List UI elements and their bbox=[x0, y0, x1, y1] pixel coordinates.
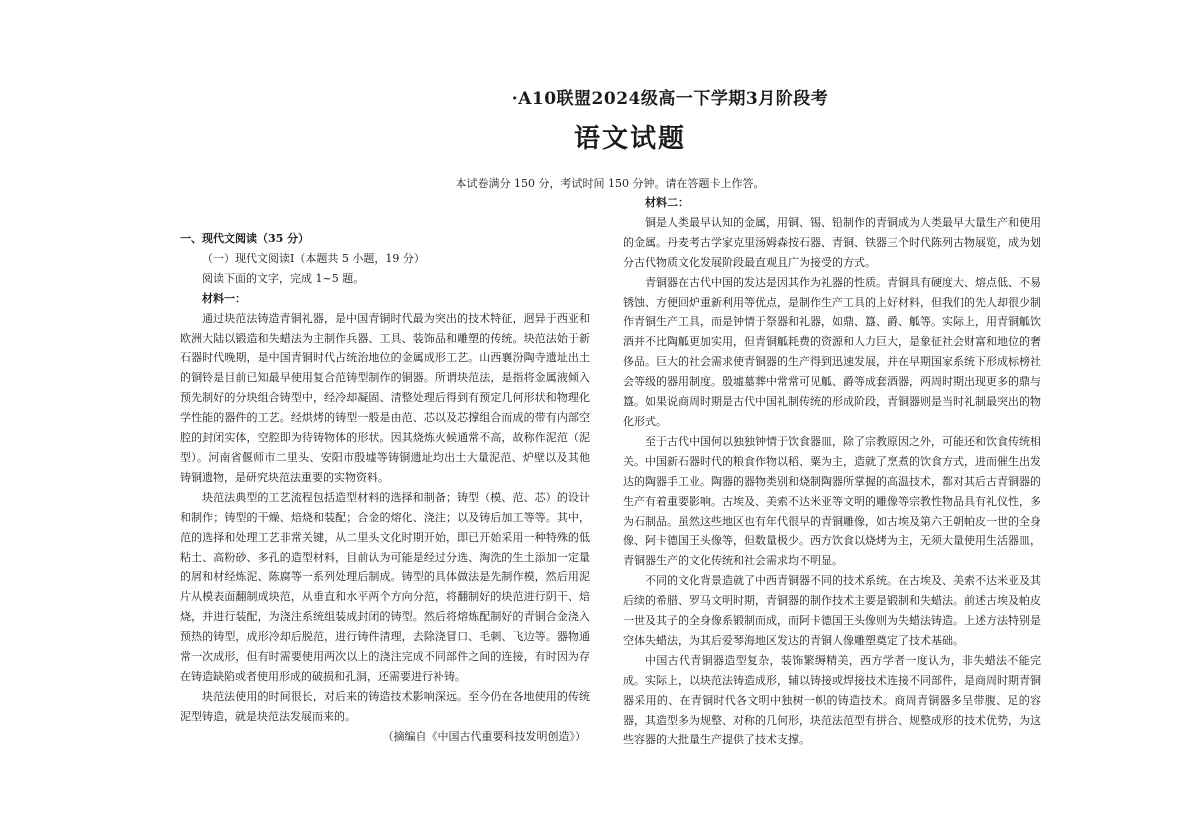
exam-subject-title: 语文试题 bbox=[573, 124, 686, 154]
material-one-paragraph: 块范法典型的工艺流程包括造型材料的选择和制备；铸型（模、范、芯）的设计和制作；铸型的干燥、焙烧和装配；合金的熔化、浇注；以及铸后加工等等。其中，范的选择和处理工艺非常关键，从二里头文化时期开始，即已开始采用一种特殊的低粘土、高粉砂、多孔的造型材料，目前认为可能是经过分选、淘洗的生土添加一定量的屑和材经炼泥、陈腐等一系列处理后制成。铸型的具体做法是先制作模，然后用泥片从模表面翻制成块范，从垂直和水平两个方向分范，将翻制好的块范进行阴干、焙烧，并进行装配，为浇注系统组装成封闭的铸型。然后将熔炼配制好的青铜合金浇入预热的铸型，成形冷却后脱范，进行铸件清理，去除浇冒口、毛刺、飞边等。器物通常一次成形，但有时需要使用两次以上的浇注完成不同部件之间的连接，有时因为存在铸造缺陷或者使用形成的破损和孔洞，还需要进行补铸。 bbox=[180, 490, 590, 683]
material-one-source: （摘编自《中国古代重要科技发明创造》） bbox=[382, 729, 586, 743]
material-one-label: 材料一： bbox=[202, 291, 246, 305]
left-column bbox=[180, 229, 590, 747]
section-title: 一、现代文阅读（35 分） bbox=[180, 232, 310, 245]
reading-instruction: 阅读下面的文字，完成 1~5 题。 bbox=[202, 271, 365, 285]
material-two-paragraph: 不同的文化背景造就了中西青铜器不同的技术系统。在古埃及、美索不达米亚及其后续的希腊、罗马文明时期，青铜器的制作技术主要是锻制和失蜡法。前述古埃及帕皮一世及其子的全身像系锻制而成，而阿卡德国王头像则为失蜡法铸造。上述方法特别是空体失蜡法，为其后爱琴海地区发达的青铜人像雕塑奠定了技术基础。 bbox=[623, 574, 1041, 647]
sub-section-title: （一）现代文阅读Ⅰ（本题共 5 小题，19 分） bbox=[202, 251, 425, 265]
exam-series-title: ·A10联盟2024级高一下学期3月阶段考 bbox=[511, 89, 829, 109]
material-two-paragraph: 中国古代青铜器造型复杂，装饰繁缛精美，西方学者一度认为，非失蜡法不能完成。实际上，以块范法铸造成形，辅以铸接或焊接技术连接不同部件，是商周时期青铜器采用的、在青铜时代各文明中独树一帜的铸造技术。商周青铜器多呈带腹、足的容器，其造型多为规整、对称的几何形，块范法范型有拼合、规整成形的技术优势，为这些容器的大批量生产提供了技术支撑。 bbox=[623, 653, 1041, 747]
exam-instructions: 本试卷满分 150 分，考试时间 150 分钟。请在答题卡上作答。 bbox=[455, 177, 765, 190]
material-two-paragraph: 铜是人类最早认知的金属，用铜、锡、铅制作的青铜成为人类最早大量生产和使用的金属。丹麦考古学家克里汤姆森按石器、青铜、铁器三个时代陈列古物展览，成为划分古代物质文化发展阶段最直观且广为接受的方式。 bbox=[623, 215, 1041, 269]
material-one-paragraph: 通过块范法铸造青铜礼器，是中国青铜时代最为突出的技术特征，迥异于西亚和欧洲大陆以锻造和失蜡法为主制作兵器、工具、装饰品和雕塑的传统。块范法始于新石器时代晚期，是中国青铜时代占统治地位的金属成形工艺。山西襄汾陶寺遗址出土的铜铃是目前已知最早使用复合范铸型制作的铜器。所谓块范法，是指将金属液倾入预先制好的分块组合铸型中，经冷却凝固、清整处理后得到有预定几何形状和物理化学性能的器件的工艺。经烘烤的铸型一般是由范、芯以及芯撑组合而成的带有内部空腔的封闭实体，空腔即为待铸物体的形状。因其烧炼火候通常不高，故称作泥范（泥型）。河南省偃师市二里头、安阳市殷墟等铸铜遗址均出土大量泥范、炉壁以及其他铸铜遗物，是研究块范法重要的实物资料。 bbox=[180, 311, 590, 484]
material-one-paragraph: 块范法使用的时间很长，对后来的铸造技术影响深远。至今仍在各地使用的传统泥型铸造，就是块范法发展而来的。 bbox=[180, 689, 590, 723]
material-two-label: 材料二： bbox=[645, 196, 689, 209]
material-two-paragraph: 青铜器在古代中国的发达是因其作为礼器的性质。青铜具有硬度大、熔点低、不易锈蚀、方便回炉重新利用等优点，是制作生产工具的上好材料，但我们的先人却很少制作青铜生产工具，而是钟情于祭器和礼器，如鼎、簋、爵、觚等。实际上，用青铜觚饮酒并不比陶觚更加实用，但青铜觚耗费的资源和人力巨大，是象征社会财富和地位的奢侈品。巨大的社会需求使青铜器的生产得到迅速发展，并在早期国家系统下形成标榜社会等级的器用制度。殷墟墓葬中常常可见觚、爵等成套酒器，两周时期出现更多的鼎与簋。如果说商周时期是古代中国礼制传统的形成阶段，青铜器则是当时礼制最突出的物化形式。 bbox=[623, 275, 1041, 428]
right-column bbox=[623, 193, 1041, 750]
material-two-paragraph: 至于古代中国何以独独钟情于饮食器皿，除了宗教原因之外，可能还和饮食传统相关。中国新石器时代的粮食作物以稻、粟为主，造就了烹煮的饮食方式，进而催生出发达的陶器手工业。陶器的器物类别和烧制陶器所掌握的高温技术，都对其后古青铜器的生产有着重要影响。古埃及、美索不达米亚等文明的雕像等宗教性物品具有礼仪性，多为石制品。虽然这些地区也有年代很早的青铜雕像，如古埃及第六王朝帕皮一世的全身像、阿卡德国王头像等，但数量极少。西方饮食以烧烤为主，无须大量使用生活器皿，青铜器生产的文化传统和社会需求均不明显。 bbox=[623, 434, 1041, 568]
